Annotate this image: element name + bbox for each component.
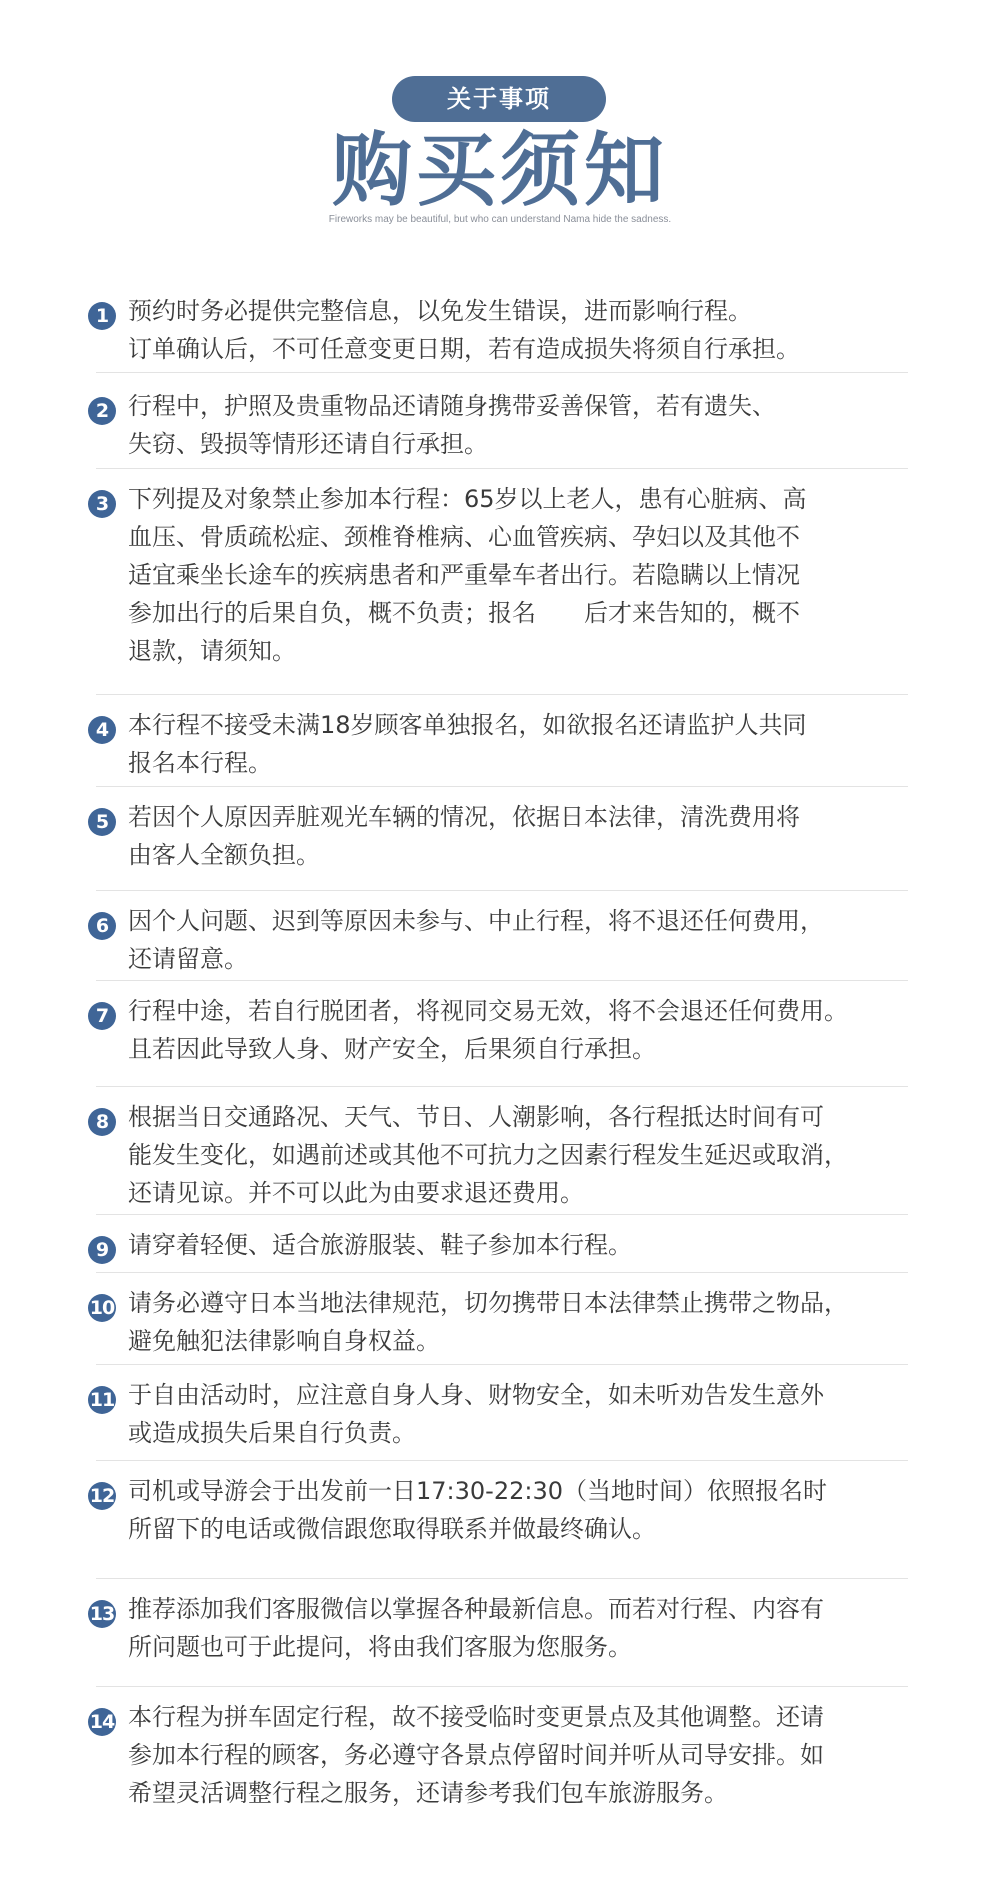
divider	[96, 1086, 908, 1087]
item-text: 预约时务必提供完整信息，以免发生错误，进而影响行程。 订单确认后，不可任意变更日期，若有造成损失将须自行承担。	[128, 297, 800, 363]
divider	[96, 1686, 908, 1687]
divider	[96, 1578, 908, 1579]
item-number-badge: 4	[88, 716, 116, 744]
item-text: 司机或导游会于出发前一日17:30-22:30（当地时间）依照报名时 所留下的电话或微信跟您取得联系并做最终确认。	[128, 1477, 827, 1543]
item-number-badge: 14	[88, 1708, 116, 1736]
item-text: 行程中，护照及贵重物品还请随身携带妥善保管，若有遗失、 失窃、毁损等情形还请自行承担。	[128, 392, 776, 458]
divider	[96, 1364, 908, 1365]
item-text: 根据当日交通路况、天气、节日、人潮影响，各行程抵达时间有可 能发生变化，如遇前述或其他不可抗力之因素行程发生延迟或取消， 还请见谅。并不可以此为由要求退还费用。	[128, 1103, 848, 1207]
item-number-badge: 7	[88, 1002, 116, 1030]
divider	[96, 468, 908, 469]
item-number-badge: 11	[88, 1386, 116, 1414]
item-text: 若因个人原因弄脏观光车辆的情况，依据日本法律，清洗费用将 由客人全额负担。	[128, 803, 800, 869]
divider	[96, 1272, 908, 1273]
item-text: 本行程不接受未满18岁顾客单独报名，如欲报名还请监护人共同 报名本行程。	[128, 711, 807, 777]
divider	[96, 694, 908, 695]
item-number-badge: 5	[88, 808, 116, 836]
item-number-badge: 3	[88, 490, 116, 518]
item-text: 于自由活动时，应注意自身人身、财物安全，如未听劝告发生意外 或造成损失后果自行负责。	[128, 1381, 824, 1447]
divider	[96, 1214, 908, 1215]
item-text: 请穿着轻便、适合旅游服装、鞋子参加本行程。	[128, 1231, 632, 1259]
header	[0, 0, 1000, 260]
page-subtitle: Fireworks may be beautiful, but who can understand Nama hide the sadness.	[328, 214, 672, 225]
item-number-badge: 10	[88, 1294, 116, 1322]
section-badge: 关于事项	[392, 76, 606, 122]
item-number-badge: 9	[88, 1236, 116, 1264]
item-text: 请务必遵守日本当地法律规范，切勿携带日本法律禁止携带之物品， 避免触犯法律影响自身权益。	[128, 1289, 848, 1355]
item-number-badge: 1	[88, 302, 116, 330]
item-number-badge: 6	[88, 912, 116, 940]
divider	[96, 1460, 908, 1461]
item-text: 下列提及对象禁止参加本行程：65岁以上老人，患有心脏病、高 血压、骨质疏松症、颈椎脊椎病、心血管疾病、孕妇以及其他不 适宜乘坐长途车的疾病患者和严重晕车者出行。若隐瞒以上情况 参加出行的后果自负，概不负责；报名 后才来告知的，概不 退款，请须知。	[128, 485, 807, 665]
item-number-badge: 12	[88, 1482, 116, 1510]
item-text: 推荐添加我们客服微信以掌握各种最新信息。而若对行程、内容有 所问题也可于此提问，将由我们客服为您服务。	[128, 1595, 824, 1661]
item-text: 因个人问题、迟到等原因未参与、中止行程，将不退还任何费用， 还请留意。	[128, 907, 824, 973]
divider	[96, 786, 908, 787]
item-number-badge: 8	[88, 1108, 116, 1136]
divider	[96, 372, 908, 373]
item-number-badge: 13	[88, 1600, 116, 1628]
item-text: 行程中途，若自行脱团者，将视同交易无效，将不会退还任何费用。 且若因此导致人身、财产安全，后果须自行承担。	[128, 997, 848, 1063]
divider	[96, 890, 908, 891]
divider	[96, 980, 908, 981]
item-text: 本行程为拼车固定行程，故不接受临时变更景点及其他调整。还请 参加本行程的顾客，务必遵守各景点停留时间并听从司导安排。如 希望灵活调整行程之服务，还请参考我们包车旅游服务。	[128, 1703, 824, 1807]
item-number-badge: 2	[88, 397, 116, 425]
page-title: 购买须知	[332, 124, 668, 217]
